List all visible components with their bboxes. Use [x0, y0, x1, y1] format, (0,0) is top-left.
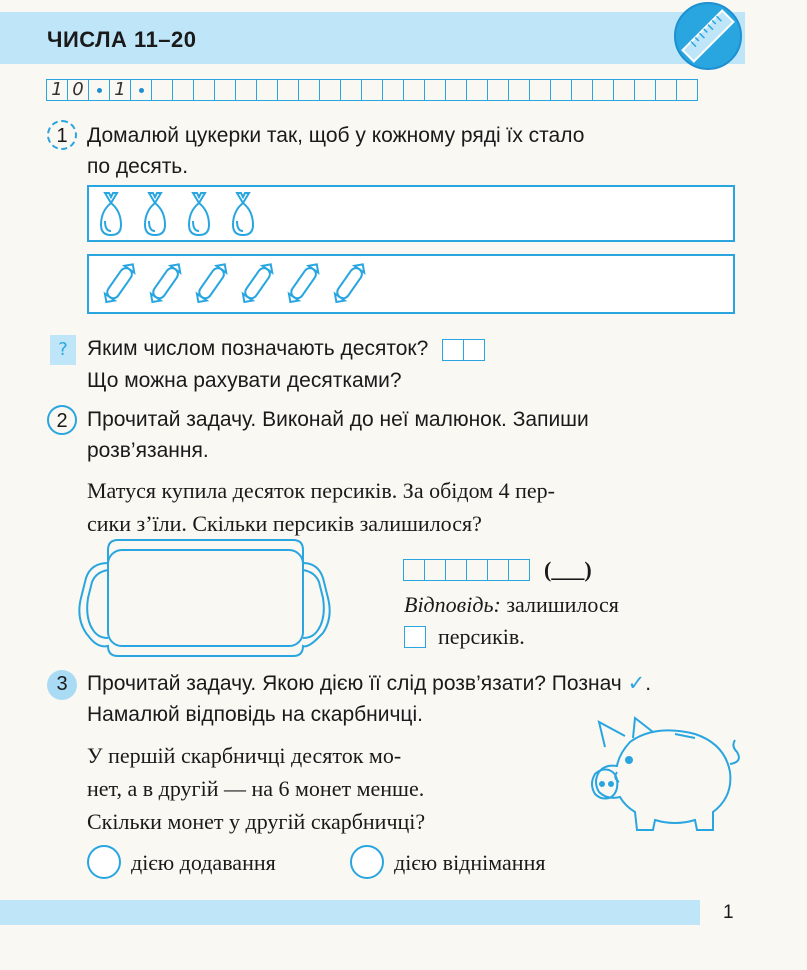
checkmark-icon: ✓ [627, 672, 646, 695]
task-number-1: 1 [47, 120, 77, 150]
writing-cell[interactable] [424, 79, 446, 101]
writing-cell[interactable] [361, 79, 383, 101]
task2-text [87, 404, 589, 466]
writing-cell[interactable] [634, 79, 656, 101]
wrapped-candy-icon [101, 193, 121, 235]
writing-cell[interactable] [445, 79, 467, 101]
task3-problem-line1: У першій скарбничці десяток мо- [87, 743, 402, 768]
candy-row-2[interactable] [87, 254, 735, 314]
writing-cell[interactable] [277, 79, 299, 101]
task2-text-line1: Прочитай задачу. Виконай до неї малюнок. Запиши [87, 408, 589, 431]
option-addition[interactable] [87, 845, 276, 879]
answer-line-2 [404, 620, 525, 653]
task1-text-line2: по десять. [87, 155, 189, 178]
candy-row-1[interactable] [87, 185, 735, 242]
wrapped-candy-icon [233, 193, 253, 235]
solution-cell[interactable] [424, 559, 446, 581]
question-line1: Яким числом позначають десяток? [87, 337, 429, 360]
piggy-bank-icon[interactable] [585, 712, 745, 837]
writing-cell[interactable] [88, 79, 110, 101]
writing-cell[interactable] [319, 79, 341, 101]
tray-drawing-area[interactable] [78, 538, 333, 658]
answer-box-2[interactable] [463, 339, 485, 361]
writing-cell[interactable]: 0 [67, 79, 89, 101]
solution-cell[interactable] [466, 559, 488, 581]
writing-cell[interactable] [298, 79, 320, 101]
writing-cell[interactable] [508, 79, 530, 101]
writing-cell[interactable] [487, 79, 509, 101]
twist-candy-icon [331, 261, 367, 306]
writing-cell[interactable] [592, 79, 614, 101]
writing-cell[interactable] [655, 79, 677, 101]
option-subtraction[interactable] [350, 845, 545, 879]
task1-text [87, 120, 584, 182]
writing-cell[interactable] [676, 79, 698, 101]
task2-problem [87, 474, 555, 540]
unit-blank[interactable]: (___) [544, 557, 592, 582]
candy-row-1-candies [89, 187, 289, 240]
writing-cell[interactable] [382, 79, 404, 101]
writing-cell[interactable] [613, 79, 635, 101]
page-number: 1 [723, 902, 734, 923]
writing-cell[interactable] [340, 79, 362, 101]
writing-cell[interactable] [466, 79, 488, 101]
writing-cell[interactable] [172, 79, 194, 101]
solution-row [404, 553, 592, 586]
task2-problem-line2: сики з’їли. Скільки персиків залишилося? [87, 511, 482, 536]
twist-candy-icon [147, 261, 183, 306]
answer-label: Відповідь: [404, 592, 501, 617]
dot-marker [139, 88, 144, 93]
question-text [87, 333, 485, 396]
writing-cell[interactable] [550, 79, 572, 101]
option-addition-label: дією додавання [131, 849, 276, 875]
answer-text1: залишилося [506, 592, 619, 617]
option-subtraction-label: дією віднімання [394, 849, 546, 875]
question-badge: ? [50, 335, 76, 365]
writing-cells-row[interactable] [47, 79, 698, 101]
answer-text2: персиків. [438, 624, 525, 649]
solution-cells[interactable] [404, 559, 530, 581]
twist-candy-icon [285, 261, 321, 306]
page-title: ЧИСЛА 11–20 [47, 27, 197, 52]
task3-text-line1-end: . [645, 672, 652, 695]
dot-marker [97, 88, 102, 93]
solution-cell[interactable] [403, 559, 425, 581]
option-addition-circle[interactable] [87, 845, 121, 879]
answer-line [404, 588, 619, 621]
writing-cell[interactable] [571, 79, 593, 101]
twist-candy-icon [239, 261, 275, 306]
task1-text-line1: Домалюй цукерки так, щоб у кожному ряді їх стало [87, 124, 585, 147]
option-subtraction-circle[interactable] [350, 845, 384, 879]
task3-problem-line3: Скільки монет у другій скарбничці? [87, 809, 426, 834]
writing-cell[interactable] [235, 79, 257, 101]
writing-cell[interactable] [130, 79, 152, 101]
twist-candy-icon [101, 261, 137, 306]
ruler-icon [672, 0, 744, 72]
writing-cell[interactable] [193, 79, 215, 101]
wrapped-candy-icon [189, 193, 209, 235]
task3-problem [87, 739, 425, 838]
task3-text [87, 668, 651, 730]
answer-box-1[interactable] [442, 339, 464, 361]
answer-number-box[interactable] [404, 626, 426, 648]
task-number-3: 3 [47, 670, 77, 700]
solution-cell[interactable] [445, 559, 467, 581]
wrapped-candy-icon [145, 193, 165, 235]
twist-candy-icon [193, 261, 229, 306]
task2-problem-line1: Матуся купила десяток персиків. За обідом 4 пер- [87, 478, 555, 503]
writing-cell[interactable] [529, 79, 551, 101]
writing-cell[interactable]: 1 [109, 79, 131, 101]
candy-row-2-candies [89, 256, 389, 312]
task3-text-line1: Прочитай задачу. Якою дією її слід розв’язати? Познач [87, 672, 622, 695]
writing-cell[interactable] [151, 79, 173, 101]
writing-cell[interactable] [256, 79, 278, 101]
solution-cell[interactable] [508, 559, 530, 581]
task3-problem-line2: нет, а в другій — на 6 монет менше. [87, 776, 425, 801]
task-number-2: 2 [47, 405, 77, 435]
footer-bar [0, 900, 700, 925]
writing-cell[interactable]: 1 [46, 79, 68, 101]
task3-text-line2: Намалюй відповідь на скарбничці. [87, 703, 423, 726]
writing-cell[interactable] [403, 79, 425, 101]
solution-cell[interactable] [487, 559, 509, 581]
writing-cell[interactable] [214, 79, 236, 101]
task2-text-line2: розв’язання. [87, 439, 209, 462]
question-line2: Що можна рахувати десятками? [87, 368, 402, 392]
